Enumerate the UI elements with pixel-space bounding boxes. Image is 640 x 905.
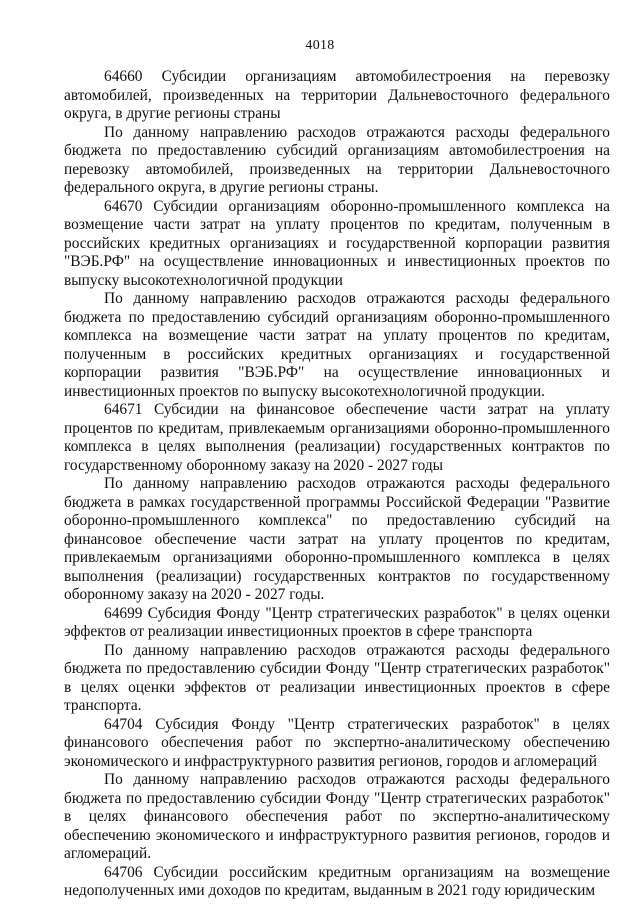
code-64660-title: 64660 Субсидии организациям автомобилестроения на перевозку автомобилей, произведенных на территории Дальневосточного федерального округа, в другие регионы страны: [64, 68, 610, 122]
code-64670-title: 64670 Субсидии организациям оборонно-промышленного комплекса на возмещение части затрат на уплату процентов по кредитам, полученным в российских кредитных организациях и государственной корпорации развития "ВЭБ.РФ" на осуществление инновационных и инвестиционных проектов по выпуску высокотехнологичной продукции: [64, 197, 610, 289]
code-64670-description: По данному направлению расходов отражаются расходы федерального бюджета по предоставлению субсидий организациям оборонно-промышленного комплекса на возмещение части затрат на уплату процентов по кредитам, полученным в российских кредитных организациях и государственной корпорации развития "ВЭБ.РФ" на осуществление инновационных и инвестиционных проектов по выпуску высокотехнологичной продукции.: [64, 290, 610, 400]
code-64699-title: 64699 Субсидия Фонду "Центр стратегических разработок" в целях оценки эффектов от реализации инвестиционных проектов в сфере транспорта: [64, 604, 610, 640]
document-body: [64, 68, 610, 901]
code-64671-description: По данному направлению расходов отражаются расходы федерального бюджета в рамках государственной программы Российской Федерации "Развитие оборонно-промышленного комплекса" по предоставлению субсидий на финансовое обеспечение части затрат на уплату процентов по кредитам, привлекаемым организациями оборонно-промышленного комплекса в целях выполнения (реализации) государственных контрактов по государственному оборонному заказу на 2020 - 2027 годы.: [64, 475, 610, 603]
code-64660-description: По данному направлению расходов отражаются расходы федерального бюджета по предоставлению субсидий организациям автомобилестроения на перевозку автомобилей, произведенных на территории Дальневосточного федерального округа, в другие регионы страны.: [64, 123, 610, 196]
code-64671-title: 64671 Субсидии на финансовое обеспечение части затрат на уплату процентов по кредитам, привлекаемым организациями оборонно-промышленного комплекса в целях выполнения (реализации) государственных контрактов по государственному оборонному заказу на 2020 - 2027 годы: [64, 401, 610, 474]
code-64704-title: 64704 Субсидия Фонду "Центр стратегических разработок" в целях финансового обеспечения работ по экспертно-аналитическому обеспечению экономического и инфраструктурного развития регионов, городов и агломераций: [64, 715, 610, 770]
code-64706-title: 64706 Субсидии российским кредитным организациям на возмещение недополученных ими доходов по кредитам, выданным в 2021 году юридическим: [64, 863, 610, 899]
code-64704-description: По данному направлению расходов отражаются расходы федерального бюджета по предоставлению субсидии Фонду "Центр стратегических разработок" в целях финансового обеспечения работ по экспертно-аналитическому обеспечению экономического и инфраструктурного развития регионов, городов и агломераций.: [64, 771, 610, 862]
page-number: 4018: [305, 38, 335, 53]
code-64699-description: По данному направлению расходов отражаются расходы федерального бюджета по предоставлению субсидии Фонду "Центр стратегических разработок" в целях оценки эффектов от реализации инвестиционных проектов в сфере транспорта.: [64, 641, 610, 714]
